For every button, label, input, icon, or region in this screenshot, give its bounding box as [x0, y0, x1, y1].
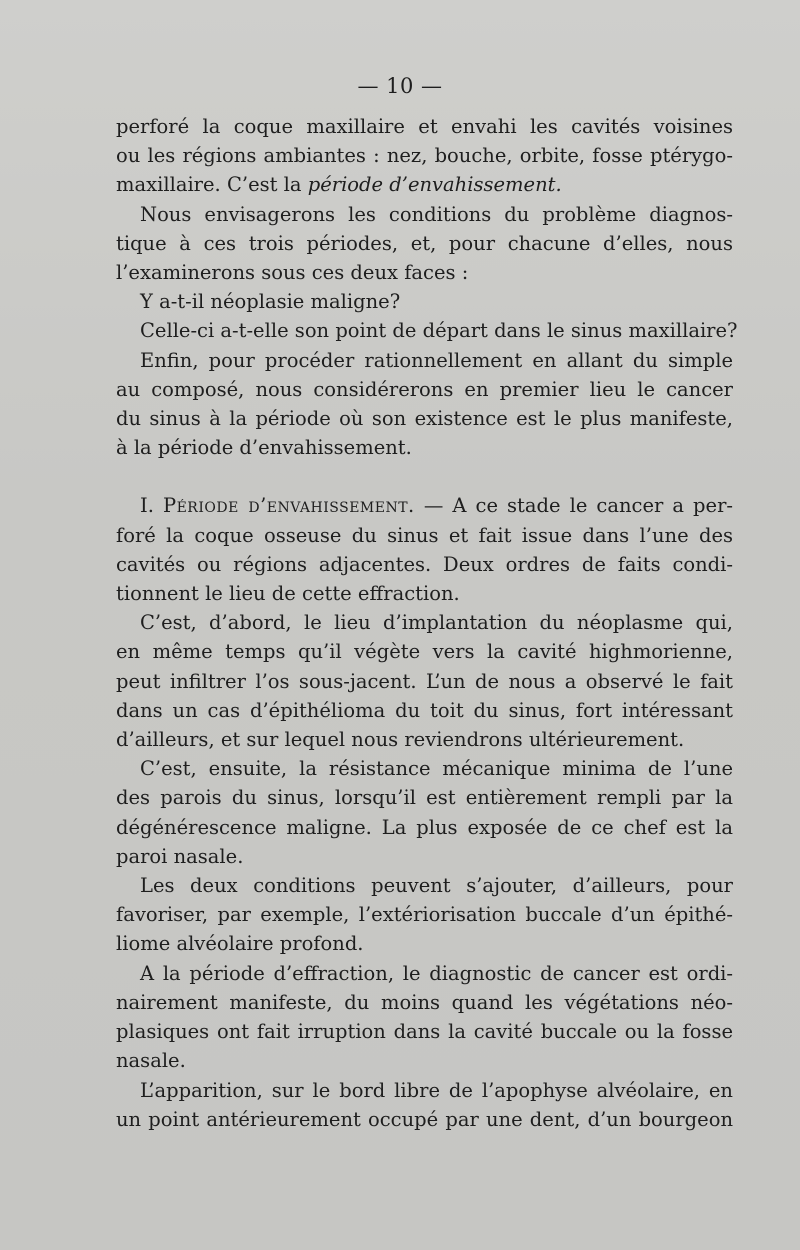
paragraph: [116, 112, 733, 200]
italic-term: période d’envahissement.: [307, 173, 562, 197]
text-line: [116, 170, 733, 199]
paragraph: [116, 959, 733, 1076]
text-line: à la période d’envahissement.: [116, 436, 412, 460]
text-line: C’est, ensuite, la résistance mécanique minima de l’une: [140, 757, 733, 781]
text-line: Enfin, pour procéder rationnellement en allant du simple: [140, 348, 733, 372]
page-number: — 10 —: [357, 74, 443, 98]
text-line: l’examinerons sous ces deux faces :: [116, 261, 469, 285]
section-spacer: [116, 462, 733, 491]
text-line: tique à ces trois périodes, et, pour chacune d’elles, nous: [116, 231, 733, 255]
text-line: liome alvéolaire profond.: [116, 932, 364, 956]
text-line: peut infiltrer l’os sous-jacent. L’un de nous a observé le fait: [116, 669, 733, 693]
text-line: nairement manifeste, du moins quand les végétations néo-: [116, 990, 733, 1014]
paragraph: [116, 871, 733, 959]
text-line: d’ailleurs, et sur lequel nous reviendrons ultérieurement.: [116, 728, 685, 752]
text-line: cavités ou régions adjacentes. Deux ordres de faits condi-: [116, 552, 733, 576]
paragraph: [116, 1076, 733, 1134]
text-line: tionnent le lieu de cette effraction.: [116, 582, 460, 606]
text-line: A la période d’effraction, le diagnostic de cancer est ordi-: [140, 961, 733, 985]
text-line: Les deux conditions peuvent s’ajouter, d’ailleurs, pour: [140, 874, 733, 898]
text-line: C’est, d’abord, le lieu d’implantation du néoplasme qui,: [140, 611, 733, 635]
text-line: nasale.: [116, 1049, 186, 1073]
text-line: foré la coque osseuse du sinus et fait issue dans l’une des: [116, 523, 733, 547]
text-line: perforé la coque maxillaire et envahi les cavités voisines: [116, 115, 733, 138]
text-line: en même temps qu’il végète vers la cavité highmorienne,: [116, 640, 733, 664]
paragraph: [116, 754, 733, 871]
paragraph: [116, 200, 733, 288]
text-line: Celle-ci a-t-elle son point de départ dans le sinus maxillaire?: [140, 319, 738, 343]
paragraph: [116, 346, 733, 463]
text-line: L’apparition, sur le bord libre de l’apophyse alvéolaire, en: [140, 1078, 733, 1102]
body-text: [116, 112, 738, 1134]
text-line: dégénérescence maligne. La plus exposée de ce chef est la: [116, 815, 733, 839]
text-line: au composé, nous considérerons en premier lieu le cancer: [116, 377, 733, 401]
text-line: ou les régions ambiantes : nez, bouche, orbite, fosse ptérygo-: [116, 144, 733, 168]
text-line: Nous envisagerons les conditions du problème diagnos-: [140, 202, 733, 226]
text-line: du sinus à la période où son existence est le plus manifeste,: [116, 407, 733, 431]
paragraph: [116, 608, 733, 754]
text-line: paroi nasale.: [116, 844, 244, 868]
section-number: I.: [140, 494, 163, 518]
section-heading-paragraph: [116, 491, 733, 608]
text-line: favoriser, par exemple, l’extériorisation buccale d’un épithé-: [116, 903, 733, 927]
text-line: Y a-t-il néoplasie maligne?: [140, 290, 401, 314]
text-line: plasiques ont fait irruption dans la cavité buccale ou la fosse: [116, 1020, 733, 1044]
text-run: — A ce stade le cancer a per-: [414, 494, 733, 518]
text-line: dans un cas d’épithélioma du toit du sinus, fort intéressant: [116, 698, 733, 722]
paragraph: [116, 287, 733, 316]
paragraph: [116, 316, 738, 345]
text-line: des parois du sinus, lorsqu’il est entièrement rempli par la: [116, 786, 733, 810]
text-run: maxillaire. C’est la: [116, 173, 308, 197]
section-title: Période d’envahissement.: [162, 494, 415, 518]
text-line: un point antérieurement occupé par une dent, d’un bourgeon: [116, 1107, 733, 1131]
text-line: [116, 491, 733, 520]
